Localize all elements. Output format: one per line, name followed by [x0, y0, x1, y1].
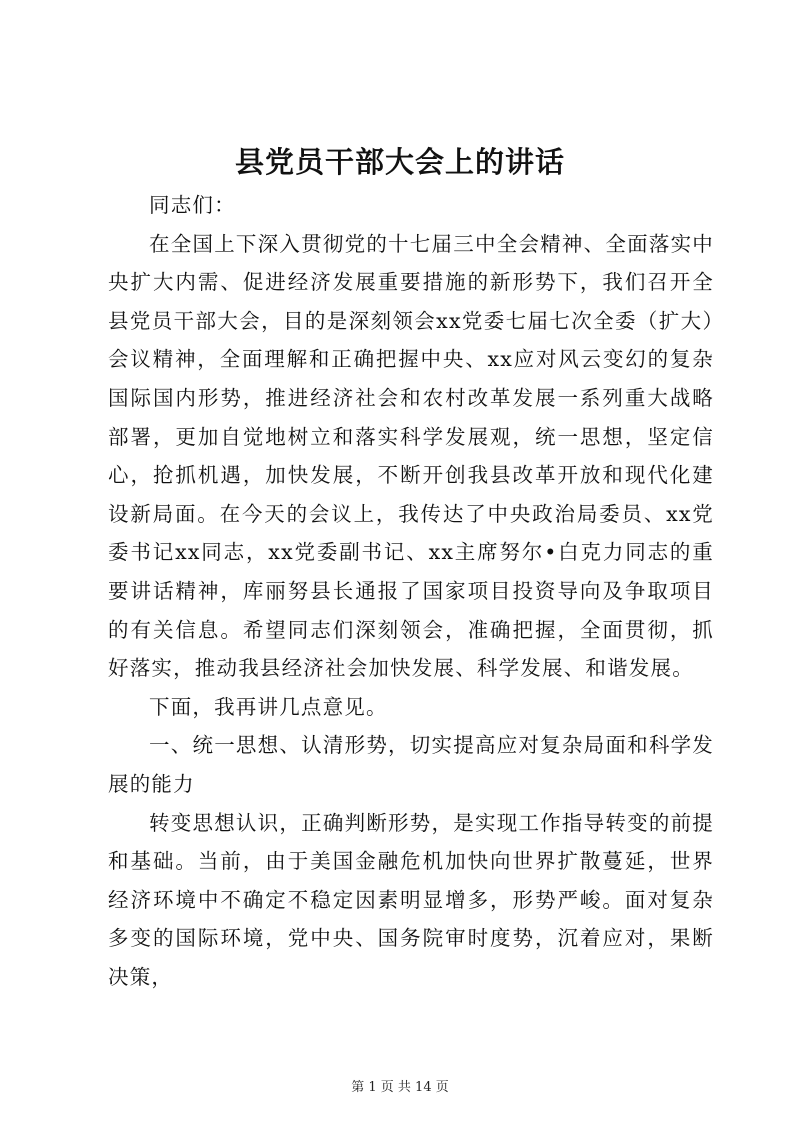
document-title: 县党员干部大会上的讲话 — [234, 145, 565, 179]
paragraph-intro: 在全国上下深入贯彻党的十七届三中全会精神、全面落实中央扩大内需、促进经济发展重要措施的新形势下，我们召开全县党员干部大会，目的是深刻领会xx党委七届七次全委（扩大）会议精神，全面理解和正确把握中央、xx应对风云变幻的复杂国际国内形势，推进经济社会和农村改革发展一系列重大战略部署，更加自觉地树立和落实科学发展观，统一思想，坚定信心，抢抓机遇，加快发展，不断开创我县改革开放和现代化建设新局面。在今天的会议上，我传达了中央政治局委员、xx党委书记xx同志，xx党委副书记、xx主席努尔•白克力同志的重要讲话精神，库丽努县长通报了国家项目投资导向及争取项目的有关信息。希望同志们深刻领会，准确把握，全面贯彻，抓好落实，推动我县经济社会加快发展、科学发展、和谐发展。 — [108, 231, 714, 681]
document-body — [108, 186, 714, 996]
section-heading-1: 一、统一思想、认清形势，切实提高应对复杂局面和科学发展的能力 — [108, 733, 714, 796]
page-footer: 第 1 页 共 14 页 — [351, 1080, 449, 1095]
paragraph-transition: 下面，我再讲几点意见。 — [149, 694, 388, 719]
paragraph-section-1: 转变思想认识，正确判断形势，是实现工作指导转变的前提和基础。当前，由于美国金融危机加快向世界扩散蔓延，世界经济环境中不确定不稳定因素明显增多，形势严峻。面对复杂多变的国际环境，党中央、国务院审时度势，沉着应对，果断决策， — [108, 810, 714, 989]
salutation: 同志们： — [149, 193, 236, 217]
